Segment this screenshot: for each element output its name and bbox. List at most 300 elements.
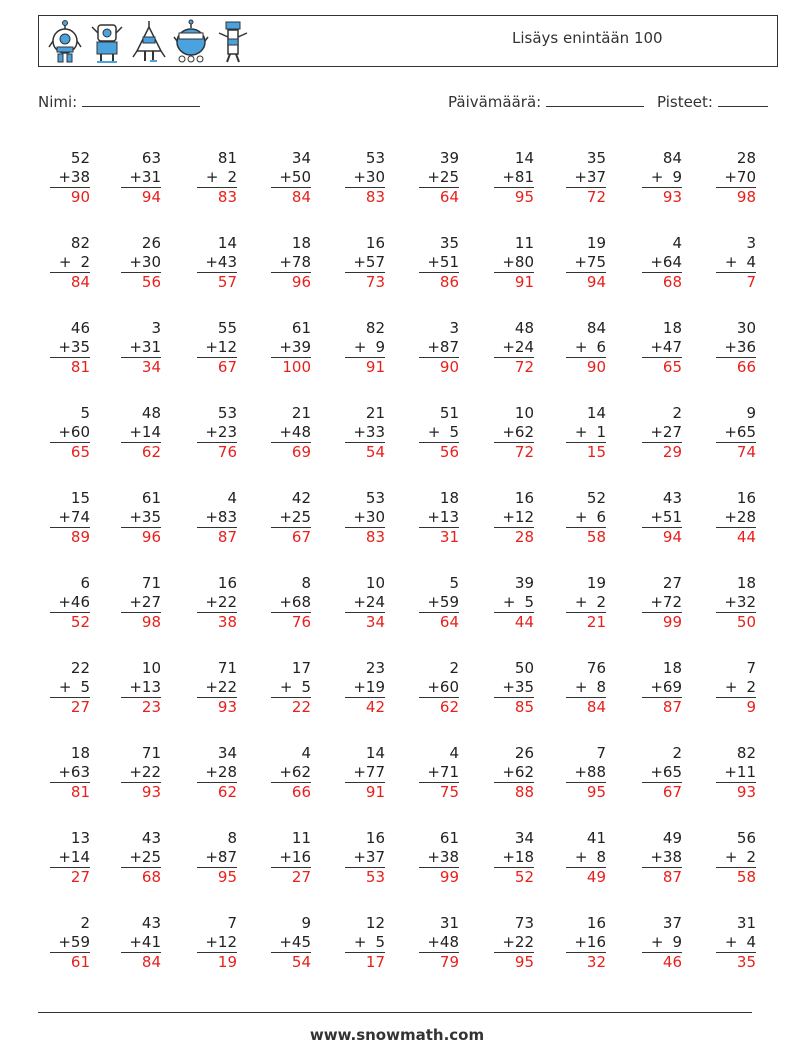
first-addend: 14 [365, 744, 385, 762]
answer: 83 [217, 188, 237, 206]
addition-problem [345, 659, 385, 718]
addition-problem [419, 829, 459, 888]
worksheet-title: Lisäys enintään 100 [512, 29, 663, 47]
second-addend-row [642, 253, 682, 273]
addition-problem [50, 149, 90, 208]
second-addend: 5 [80, 678, 90, 696]
plus-sign: + [129, 423, 142, 441]
plus-sign: + [427, 508, 440, 526]
second-addend: 39 [291, 338, 311, 356]
answer: 90 [586, 358, 606, 376]
first-addend: 7 [596, 744, 606, 762]
addition-problem [566, 319, 606, 378]
second-addend: 2 [746, 678, 756, 696]
second-addend-row [345, 593, 385, 613]
answer: 64 [439, 188, 459, 206]
answer: 67 [291, 528, 311, 546]
addition-problem [50, 574, 90, 633]
first-addend: 12 [365, 914, 385, 932]
answer: 83 [365, 528, 385, 546]
second-addend-row [121, 423, 161, 443]
addition-problem [566, 404, 606, 463]
addition-problem [566, 744, 606, 803]
plus-sign: + [574, 678, 588, 696]
footer-divider [38, 1012, 752, 1013]
first-addend: 6 [80, 574, 90, 592]
addition-problem [197, 149, 237, 208]
plus-sign: + [279, 253, 292, 271]
score-blank[interactable] [718, 92, 768, 107]
plus-sign: + [353, 253, 366, 271]
first-addend: 19 [586, 574, 606, 592]
answer: 67 [662, 783, 682, 801]
addition-problem [271, 319, 311, 378]
second-addend-row [50, 253, 90, 273]
addition-problem [716, 914, 756, 973]
second-addend-row [419, 763, 459, 783]
second-addend: 4 [746, 933, 756, 951]
first-addend: 14 [586, 404, 606, 422]
plus-sign: + [353, 338, 367, 356]
first-addend: 5 [449, 574, 459, 592]
addition-problem [642, 659, 682, 718]
addition-problem [716, 744, 756, 803]
second-addend-row [566, 933, 606, 953]
second-addend-row [494, 763, 534, 783]
second-addend: 38 [662, 848, 682, 866]
second-addend-row [50, 168, 90, 188]
first-addend: 63 [141, 149, 161, 167]
second-addend: 33 [365, 423, 385, 441]
first-addend: 71 [141, 744, 161, 762]
second-addend-row [271, 593, 311, 613]
second-addend: 62 [291, 763, 311, 781]
second-addend: 51 [439, 253, 459, 271]
answer: 23 [141, 698, 161, 716]
second-addend-row [345, 848, 385, 868]
first-addend: 34 [291, 149, 311, 167]
plus-sign: + [205, 423, 218, 441]
addition-problem [50, 489, 90, 548]
addition-problem [121, 744, 161, 803]
answer: 79 [439, 953, 459, 971]
second-addend-row [345, 763, 385, 783]
first-addend: 53 [217, 404, 237, 422]
answer: 61 [70, 953, 90, 971]
addition-problem [197, 659, 237, 718]
answer: 58 [736, 868, 756, 886]
second-addend-row [121, 338, 161, 358]
plus-sign: + [58, 763, 71, 781]
plus-sign: + [279, 593, 292, 611]
first-addend: 81 [217, 149, 237, 167]
second-addend: 72 [662, 593, 682, 611]
second-addend: 88 [586, 763, 606, 781]
plus-sign: + [205, 168, 219, 186]
second-addend-row [716, 253, 756, 273]
first-addend: 7 [746, 659, 756, 677]
first-addend: 82 [365, 319, 385, 337]
date-blank[interactable] [546, 92, 644, 107]
plus-sign: + [574, 848, 588, 866]
second-addend: 2 [596, 593, 606, 611]
second-addend-row [271, 763, 311, 783]
answer: 42 [365, 698, 385, 716]
second-addend-row [642, 508, 682, 528]
second-addend-row [271, 168, 311, 188]
first-addend: 43 [141, 829, 161, 847]
first-addend: 11 [514, 234, 534, 252]
plus-sign: + [58, 168, 71, 186]
first-addend: 84 [586, 319, 606, 337]
second-addend: 24 [514, 338, 534, 356]
answer: 84 [141, 953, 161, 971]
addition-problem [494, 914, 534, 973]
second-addend-row [50, 933, 90, 953]
addition-problem [345, 829, 385, 888]
addition-problem [197, 489, 237, 548]
plus-sign: + [279, 678, 293, 696]
answer: 31 [439, 528, 459, 546]
addition-problem [271, 489, 311, 548]
second-addend: 1 [596, 423, 606, 441]
plus-sign: + [279, 423, 292, 441]
answer: 27 [70, 868, 90, 886]
first-addend: 49 [662, 829, 682, 847]
first-addend: 4 [672, 234, 682, 252]
plus-sign: + [724, 763, 737, 781]
second-addend: 78 [291, 253, 311, 271]
addition-problem [121, 914, 161, 973]
second-addend-row [345, 168, 385, 188]
second-addend: 60 [439, 678, 459, 696]
plus-sign: + [129, 508, 142, 526]
second-addend-row [716, 933, 756, 953]
second-addend-row [494, 168, 534, 188]
answer: 68 [662, 273, 682, 291]
answer: 54 [291, 953, 311, 971]
first-addend: 71 [217, 659, 237, 677]
answer: 44 [514, 613, 534, 631]
second-addend: 11 [736, 763, 756, 781]
second-addend-row [419, 848, 459, 868]
addition-problem [642, 489, 682, 548]
answer: 74 [736, 443, 756, 461]
plus-sign: + [353, 678, 366, 696]
date-label: Päivämäärä: [448, 93, 542, 111]
plus-sign: + [279, 933, 292, 951]
second-addend-row [494, 423, 534, 443]
plus-sign: + [427, 763, 440, 781]
second-addend: 9 [375, 338, 385, 356]
robot-5-icon [215, 19, 251, 65]
plus-sign: + [58, 423, 71, 441]
addition-problem [271, 914, 311, 973]
plus-sign: + [574, 338, 588, 356]
second-addend: 64 [662, 253, 682, 271]
answer: 52 [514, 868, 534, 886]
addition-problem [419, 574, 459, 633]
plus-sign: + [574, 423, 588, 441]
addition-problem [642, 829, 682, 888]
plus-sign: + [279, 508, 292, 526]
plus-sign: + [353, 508, 366, 526]
first-addend: 22 [70, 659, 90, 677]
first-addend: 35 [439, 234, 459, 252]
first-addend: 61 [439, 829, 459, 847]
first-addend: 16 [514, 489, 534, 507]
second-addend-row [566, 763, 606, 783]
first-addend: 71 [141, 574, 161, 592]
first-addend: 30 [736, 319, 756, 337]
second-addend: 14 [70, 848, 90, 866]
first-addend: 84 [662, 149, 682, 167]
second-addend-row [716, 338, 756, 358]
answer: 44 [736, 528, 756, 546]
first-addend: 7 [227, 914, 237, 932]
addition-problem [419, 489, 459, 548]
plus-sign: + [427, 168, 440, 186]
second-addend: 23 [217, 423, 237, 441]
second-addend-row [121, 678, 161, 698]
addition-problem [345, 574, 385, 633]
second-addend: 87 [217, 848, 237, 866]
name-blank[interactable] [82, 92, 200, 107]
second-addend: 71 [439, 763, 459, 781]
first-addend: 10 [365, 574, 385, 592]
answer: 56 [439, 443, 459, 461]
plus-sign: + [427, 933, 440, 951]
answer: 46 [662, 953, 682, 971]
second-addend-row [419, 593, 459, 613]
second-addend-row [716, 423, 756, 443]
addition-problem [716, 489, 756, 548]
answer: 65 [70, 443, 90, 461]
plus-sign: + [58, 253, 72, 271]
first-addend: 61 [141, 489, 161, 507]
first-addend: 3 [449, 319, 459, 337]
addition-problem [642, 914, 682, 973]
answer: 21 [586, 613, 606, 631]
answer: 29 [662, 443, 682, 461]
first-addend: 53 [365, 149, 385, 167]
first-addend: 31 [439, 914, 459, 932]
second-addend-row [50, 848, 90, 868]
addition-problem [494, 489, 534, 548]
second-addend: 32 [736, 593, 756, 611]
second-addend-row [197, 168, 237, 188]
answer: 62 [217, 783, 237, 801]
second-addend: 5 [524, 593, 534, 611]
plus-sign: + [427, 593, 440, 611]
second-addend-row [566, 848, 606, 868]
first-addend: 52 [586, 489, 606, 507]
answer: 76 [217, 443, 237, 461]
plus-sign: + [724, 508, 737, 526]
plus-sign: + [205, 763, 218, 781]
plus-sign: + [574, 593, 588, 611]
first-addend: 51 [439, 404, 459, 422]
second-addend-row [419, 253, 459, 273]
second-addend: 2 [746, 848, 756, 866]
second-addend: 36 [736, 338, 756, 356]
second-addend-row [271, 508, 311, 528]
second-addend: 60 [70, 423, 90, 441]
second-addend-row [121, 848, 161, 868]
second-addend-row [50, 338, 90, 358]
plus-sign: + [724, 678, 738, 696]
plus-sign: + [58, 338, 71, 356]
first-addend: 9 [746, 404, 756, 422]
first-addend: 56 [736, 829, 756, 847]
second-addend-row [566, 508, 606, 528]
addition-problem [494, 149, 534, 208]
first-addend: 48 [141, 404, 161, 422]
answer: 34 [141, 358, 161, 376]
footer-website: www.snowmath.com [309, 1026, 485, 1044]
second-addend: 22 [217, 593, 237, 611]
second-addend: 22 [141, 763, 161, 781]
answer: 94 [141, 188, 161, 206]
answer: 22 [291, 698, 311, 716]
addition-problem [121, 659, 161, 718]
second-addend: 37 [586, 168, 606, 186]
second-addend: 22 [514, 933, 534, 951]
addition-problem [271, 829, 311, 888]
second-addend: 81 [514, 168, 534, 186]
second-addend: 63 [70, 763, 90, 781]
answer: 56 [141, 273, 161, 291]
addition-problem [419, 914, 459, 973]
plus-sign: + [129, 168, 142, 186]
first-addend: 34 [514, 829, 534, 847]
addition-problem [494, 829, 534, 888]
second-addend-row [271, 678, 311, 698]
second-addend-row [494, 593, 534, 613]
second-addend-row [197, 338, 237, 358]
robot-1-icon [47, 19, 83, 65]
addition-problem [121, 574, 161, 633]
plus-sign: + [427, 848, 440, 866]
plus-sign: + [129, 678, 142, 696]
second-addend: 59 [70, 933, 90, 951]
addition-problem [345, 744, 385, 803]
addition-problem [566, 574, 606, 633]
plus-sign: + [502, 423, 515, 441]
second-addend: 38 [439, 848, 459, 866]
answer: 53 [365, 868, 385, 886]
robot-2-icon [89, 19, 125, 65]
addition-problem [345, 914, 385, 973]
addition-problem [566, 914, 606, 973]
second-addend-row [419, 168, 459, 188]
second-addend: 65 [736, 423, 756, 441]
answer: 98 [736, 188, 756, 206]
addition-problem [271, 149, 311, 208]
answer: 88 [514, 783, 534, 801]
second-addend: 65 [662, 763, 682, 781]
plus-sign: + [58, 593, 71, 611]
second-addend: 5 [449, 423, 459, 441]
addition-problem [566, 659, 606, 718]
addition-problem [419, 149, 459, 208]
answer: 81 [70, 783, 90, 801]
first-addend: 39 [439, 149, 459, 167]
plus-sign: + [58, 933, 71, 951]
addition-problem [121, 829, 161, 888]
second-addend-row [121, 593, 161, 613]
addition-problem [197, 744, 237, 803]
answer: 91 [514, 273, 534, 291]
first-addend: 18 [736, 574, 756, 592]
addition-problem [642, 404, 682, 463]
second-addend: 37 [365, 848, 385, 866]
answer: 99 [662, 613, 682, 631]
second-addend-row [494, 678, 534, 698]
answer: 96 [291, 273, 311, 291]
answer: 50 [736, 613, 756, 631]
plus-sign: + [574, 253, 587, 271]
answer: 62 [141, 443, 161, 461]
score-field [657, 92, 768, 111]
second-addend: 31 [141, 338, 161, 356]
answer: 84 [291, 188, 311, 206]
second-addend: 25 [141, 848, 161, 866]
second-addend: 70 [736, 168, 756, 186]
plus-sign: + [58, 678, 72, 696]
first-addend: 31 [736, 914, 756, 932]
answer: 72 [514, 358, 534, 376]
first-addend: 17 [291, 659, 311, 677]
answer: 87 [662, 698, 682, 716]
second-addend-row [197, 763, 237, 783]
addition-problem [494, 744, 534, 803]
addition-problem [50, 829, 90, 888]
second-addend: 8 [596, 848, 606, 866]
date-field [448, 92, 644, 111]
answer: 89 [70, 528, 90, 546]
first-addend: 8 [227, 829, 237, 847]
second-addend: 80 [514, 253, 534, 271]
first-addend: 2 [672, 404, 682, 422]
answer: 19 [217, 953, 237, 971]
addition-problem [419, 659, 459, 718]
addition-problem [566, 489, 606, 548]
plus-sign: + [502, 933, 515, 951]
addition-problem [197, 914, 237, 973]
first-addend: 2 [449, 659, 459, 677]
second-addend: 31 [141, 168, 161, 186]
second-addend-row [345, 338, 385, 358]
addition-problem [271, 744, 311, 803]
addition-problem [50, 319, 90, 378]
answer: 93 [217, 698, 237, 716]
addition-problem [716, 574, 756, 633]
plus-sign: + [724, 253, 738, 271]
name-label: Nimi: [38, 93, 78, 111]
second-addend: 14 [141, 423, 161, 441]
first-addend: 16 [365, 829, 385, 847]
answer: 28 [514, 528, 534, 546]
first-addend: 4 [227, 489, 237, 507]
second-addend-row [494, 848, 534, 868]
addition-problem [419, 404, 459, 463]
answer: 69 [291, 443, 311, 461]
plus-sign: + [502, 763, 515, 781]
answer: 85 [514, 698, 534, 716]
answer: 64 [439, 613, 459, 631]
first-addend: 82 [736, 744, 756, 762]
